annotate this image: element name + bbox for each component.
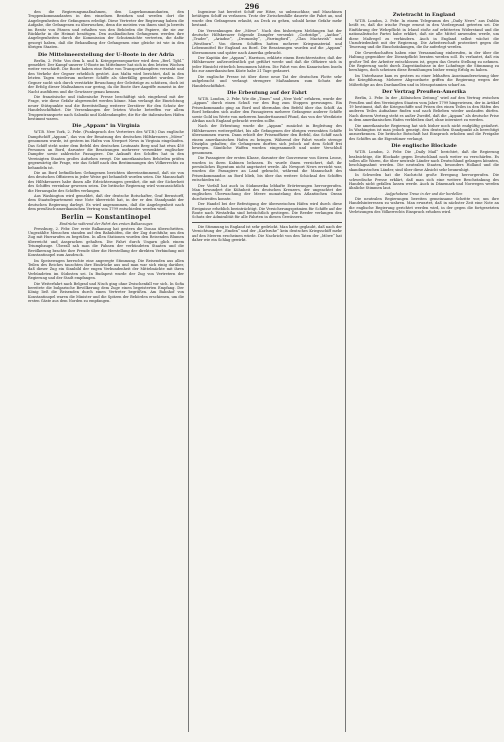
article-headline: Die „Appam“ in Virginia xyxy=(72,123,140,130)
page-number: 296 xyxy=(244,2,260,11)
article-paragraph: W.T.B. London, 2. Febr. Wie die „Times“ und „New York“ erfahren, wurde der „Appam“ durch einen Schuß vor den Bug zum Stoppen gezwungen. Ein Prisenkommando ging an Bord und übernahm den Befehl über das Schiff. An Bord befanden sich außer den Passagieren mehrere Gefangene anderer Schiffe sowie Gold im Werte von mehreren hunderttausend Pfund, das von der Westküste Afrikas nach England gebracht werden sollte. xyxy=(192,96,342,123)
section-divider xyxy=(192,222,342,223)
column-rule xyxy=(188,10,189,732)
article-headline: Die Erbeutung auf der Fahrt xyxy=(227,89,307,96)
article-headline: Zwietracht in England xyxy=(392,12,456,18)
article-paragraph: W.T.B. New York, 2. Febr. (Funkspruch des Vertreters des W.T.B.) Das englische Dampfschiff „Appam“, das von der Besatzung des deutschen Hilfskreuzers „Möwe“ genommen wurde, ist gestern im Hafen von Newport News in Virginia eingelaufen. Das Schiff steht unter dem Befehl des deutschen Leutnants Berg und hat etwa 450 Personen an Bord, darunter die Besatzungen mehrerer versenkter englischer Dampfer sowie zahlreiche Passagiere. Die Ankunft des Schiffes hat in den Vereinigten Staaten großes Aufsehen erregt. Die amerikanischen Behörden prüfen gegenwärtig die Frage, wie das Schiff nach den Bestimmungen des Völkerrechts zu behandeln ist. xyxy=(28,130,184,170)
article-paragraph: Ingenieur hat bereitet Schiff zur Hitze, so unbrauchbar, und Maschinen betätigen Schiff zu verlassen. Trotz der Zwischenfälle dauerte die Fahrt an, und wurde den Gefangenen erlaubt, an Deck zu gehen, sobald keine Gefahr mehr bestand. xyxy=(192,10,342,28)
article-paragraph: Aus Washington wird gemeldet, daß der deutsche Botschafter, Graf Bernstorff, dem Staatsdepartement eine Note überreicht hat, in der er den Standpunkt der deutschen Regierung darlegt. Es wird angenommen, daß die Angelegenheit nach dem preußisch-amerikanischen Vertrag von 1799 entschieden werden wird. xyxy=(28,194,184,212)
column-1 xyxy=(28,10,184,732)
article-paragraph: Die amerikanische Regierung hat sich bisher noch nicht endgültig geäußert. In Washington ist man jedoch geneigt, den deutschen Standpunkt als berechtigt anzuerkennen. Die britische Botschaft hat Einspruch erhoben und die Freigabe des Schiffes an die Eigentümer verlangt. xyxy=(349,123,499,141)
article-paragraph: Nach der Erbeutung wurde die „Appam“ zunächst in Begleitung des Hilfskreuzers weitergeführt, bis alle Gefangenen der übrigen versenkten Schiffe übernommen waren. Dann erhielt der Prisenoffizier den Befehl, das Schiff nach einem amerikanischen Hafen zu bringen. Während der Fahrt wurde strenge Disziplin gehalten; die Gefangenen durften sich jedoch auf dem Schiff frei bewegen. Sämtliche Waffen wurden eingesammelt und unter Verschluß genommen. xyxy=(192,124,342,155)
article-paragraph: Die Weiterfahrt nach Belgrad und Nisch ging ohne Zwischenfall vor sich. In Sofia bereitete die bulgarische Bevölkerung dem Zuge einen begeisterten Empfang. Der König ließ die Reisenden durch einen Vertreter begrüßen. Am Bahnhof von Konstantinopel waren die Minister und die Spitzen der Behörden erschienen, um die ersten Gäste aus dem Norden zu empfangen. xyxy=(28,281,184,304)
article-paragraph: Die Passagiere der ersten Klasse, darunter der Gouverneur von Sierra Leone, wurden in ihren Kabinen belassen. Es wurde ihnen versichert, daß ihr persönliches Eigentum nicht angetastet werde. Als Newport News erreicht war, wurden die Passagiere an Land gebracht, während die Mannschaft des Prisenkommandos an Bord blieb, bis über das weitere Schicksal des Schiffes entschieden ist. xyxy=(192,156,342,183)
article-paragraph: Der Kapitän der „Appam“, Harrison, erklärte einem Berichterstatter, daß der Hilfskreuzer außerordentlich gut geführt werde und daß die Offiziere sich in jeder Hinsicht ritterlich benommen hätten. Die Fahrt von den Kanarischen Inseln bis zur amerikanischen Küste habe 21 Tage gedauert. xyxy=(192,56,342,74)
article-paragraph: Die Gewerkschaften haben eine Versammlung einberufen, in der über die Haltung gegenüber der Dienstpflicht beraten werden soll. Es verlautet, daß ein großer Teil der Arbeiter entschlossen ist, gegen das Gesetz Stellung zu nehmen. Die Regierung sucht durch Zugeständnisse in der Lohnfrage die Stimmung zu beruhigen, doch scheinen diese Bemühungen bisher wenig Erfolg zu haben. xyxy=(349,50,499,73)
article-subheadline: Aufgehobene Treue in der und der bordellen xyxy=(385,191,463,196)
article-paragraph: Die Stimmung in England ist sehr gedrückt. Man hatte geglaubt, daß nach der Vernichtung der „Emden“ und der „Karlsruhe“ kein deutsches Kriegsschiff mehr auf den Meeren erscheinen würde. Die Nachricht von den Taten der „Möwe“ hat daher wie ein Schlag gewirkt. xyxy=(192,224,342,243)
article-paragraph: Berlin, 2. Febr. Von dem k. und k. Kriegspressequartier wird dem „Berl. Tgbl.“ gemeldet: Der Kampf unserer U-Boote im Mittelmeer hat sich in den letzten Wochen weiter verschärft. Die Boote haben eine Reihe von Transportdampfern versenkt und den Verkehr der Gegner erheblich gestört. Aus Malta wird berichtet, daß in den letzten Tagen wiederum mehrere Schiffe als überfällig gemeldet wurden. Der Gegner sucht sich durch verstärkte Bewachung der Geleitzüge zu schützen, doch ist der Erfolg dieser Maßnahmen nur gering, da die Boote ihre Angriffe zumeist in der Nacht ausführen und die Gewässer genau kennen. xyxy=(28,58,184,94)
article-paragraph: Die neutralen Regierungen bereiten gemeinsame Schritte vor, um ihre Handelsinteressen zu wahren. Man erwartet, daß in nächster Zeit eine Note an die englische Regierung gerichtet werden wird, in der gegen die fortgesetzten Verletzungen des Völkerrechts Einspruch erhoben wird. xyxy=(349,196,499,215)
article-headline: Berlin — Konstantinopel xyxy=(61,213,151,221)
article-paragraph: W.T.B. London, 2. Febr. Die „Daily Mail“ berichtet, daß die Regierung beabsichtige, die Blockade gegen Deutschland noch weiter zu verschärfen. Es sollen alle Waren, die über neutrale Länder nach Deutschland gelangen könnten, beschlagnahmt werden. Die neutralen Staaten, besonders Holland und die skandinavischen Länder, sind über diese Absicht sehr beunruhigt. xyxy=(349,150,499,172)
article-paragraph: Pressburg, 2. Febr. Der erste Balkanzug hat gestern die Donau überschritten. Ungezählte Menschen standen auf den Bahnhöfen, die der Zug durchfuhr, um den Zug mit Hurrarufen zu begrüßen. In allen Stationen wurden den Reisenden Blumen überreicht und Ansprachen gehalten. Die Fahrt durch Ungarn glich einem Triumphzuge. Überall sah man die Fahnen der verbündeten Staaten und die Bevölkerung brachte ihre Freude über die Herstellung der direkten Verbindung mit Konstantinopel zum Ausdruck. xyxy=(28,226,184,258)
column-3 xyxy=(349,10,499,732)
article-paragraph: Die englische Presse ist über diese neue Tat der deutschen Flotte sehr aufgebracht und verlangt strengere Maßnahmen zum Schutz der Handelsschiffahrt. xyxy=(192,74,342,88)
article-paragraph: Die französische und italienische Presse beschäftigt sich eingehend mit der Frage, wie diese Gefahr abgewendet werden könne. Man verlangt die Einrichtung neuer Stützpunkte und die Bereitstellung weiterer Zerstörer für den Schutz der Handelsschiffahrt. Die Versenkungen der letzten Woche betreffen vor allem Truppentransporte nach Saloniki und Kohlendampfer, die für die italienischen Häfen bestimmt waren. xyxy=(28,94,184,121)
article-paragraph: Im Speisewagen herrschte eine angeregte Stimmung. Die Reisenden aus allen Teilen des Reiches tauschten ihre Eindrücke aus und man war sich einig darüber, daß dieser Zug ein Sinnbild der engen Verbundenheit der Mittelmächte mit ihren Verbündeten im Südosten sei. In Budapest wurde der Zug von Vertretern der Regierung und der Stadt empfangen. xyxy=(28,258,184,281)
column-2 xyxy=(192,10,342,732)
article-subheadline: Eindrücke während der Fahrt des ersten Balkanzuges xyxy=(59,221,153,226)
article-paragraph: Der Handel bei der Befestigung der überseeischen Häfen wird durch diese Ereignisse erheblich beeinträchtigt. Die Versicherungsprämien für Schiffe auf der Route nach Westafrika sind beträchtlich gestiegen. Die Reeder verlangen den Schutz der Admiralität für alle Fahrten in diesen Gewässern. xyxy=(192,202,342,220)
article-headline: Die englische Blockade xyxy=(391,143,457,150)
column-rule xyxy=(345,10,346,732)
article-paragraph: Die Versenkungen der „Möwe“. Nach den bisherigen Meldungen hat der deutsche Hilfskreuzer folgende Dampfer versenkt: „Corbridge“, „Author“, „Trader“, „Ariadne“, „Dromonby“, „Farringford“, „Clan Mactavish“ und „Westburn“. Von diesen Schiffen hatten mehrere Kriegsmaterial und Lebensmittel für England an Bord. Die Besatzungen wurden auf die „Appam“ übernommen und später nach Amerika gebracht. xyxy=(192,28,342,55)
article-paragraph: den die Regierungsmaßnahmen, den Lagerkommandanten, den Truppenkommandanten in den einzelnen Bezirken und werden dort die Angelegenheiten der Gefangenen erledigt. Diese Vertreter der Regierung haben die Aufgabe, die Gefangenen zu überwachen, denn die meisten von ihnen sind ja bereits im Besitz von Pässen und erhalten von den Behörden die Papiere, die sie zur Rückkehr in die Heimat benötigen. Den ausländischen Gefangenen werden ihre Angelegenheiten durch die Kommission der Schutzmächte vertreten, die dafür gesorgt haben, daß die Behandlung der Gefangenen eine gleiche ist wie in den übrigen Staaten. xyxy=(28,10,184,50)
article-paragraph: In Schweden hat die Nachricht große Erregung hervorgerufen. Die schwedische Presse erklärt, daß man sich eine weitere Beschränkung des Handels nicht gefallen lassen werde. Auch in Dänemark und Norwegen werden ähnliche Stimmen laut. xyxy=(349,173,499,191)
adjacent-page-edge xyxy=(0,10,22,732)
article-paragraph: Die an Bord befindlichen Gefangenen berichten übereinstimmend, daß sie von den deutschen Offizieren in jeder Weise gut behandelt worden seien. Die Mannschaft des Hilfskreuzers habe ihnen alle Erleichterungen gewährt, die mit der Sicherheit des Schiffes vereinbar gewesen seien. Die britische Regierung wird voraussichtlich die Herausgabe des Schiffes verlangen. xyxy=(28,171,184,193)
article-paragraph: W.T.B. London, 2. Febr. In einem Telegramm des „Daily News“ aus Dublin heißt es, daß die irische Frage erneut in den Vordergrund getreten sei. Die Einführung der Wehrpflicht in Irland stoße auf erbitterten Widerstand und die nationalistische Partei habe erklärt, daß sie alle Mittel anwenden werde, um diese Maßregel zu verhindern. Auch in England selbst wächst die Unzufriedenheit mit der Regierung. Die Arbeiterschaft protestiert gegen die Teuerung und die Einschränkungen, die ihr auferlegt werden. xyxy=(349,19,499,50)
article-paragraph: Im Unterhause kam es gestern zu einer lebhaften Auseinandersetzung über die Kriegführung. Mehrere Abgeordnete griffen die Regierung wegen der Mißerfolge an den Dardanellen und in Mesopotamien scharf an. xyxy=(349,73,499,87)
article-headline: Die Mittelmeerstellung der U-Boote in der Adria xyxy=(37,51,175,58)
article-headline: Der Vertrag Preußen-Amerika xyxy=(381,89,467,96)
article-paragraph: Der Vorfall hat auch in Südamerika lebhafte Erörterungen hervorgerufen. Man bewundert die Kühnheit des deutschen Kreuzers, der ungeachtet der englischen Überwachung der Meere monatelang den Atlantischen Ozean durchstreifen konnte. xyxy=(192,183,342,201)
article-paragraph: Berlin, 2. Febr. In der „Kölnischen Zeitung“ wird auf den Vertrag zwischen Preußen und den Vereinigten Staaten vom Jahre 1799 hingewiesen, der in Artikel 19 bestimmt, daß die Kriegsschiffe und Prisen des einen Teiles in den Häfen des anderen Teiles Aufnahme finden und nach Belieben wieder auslaufen dürfen. Nach diesem Vertrag steht es außer Zweifel, daß die „Appam“ als deutsche Prise in dem amerikanischen Hafen verbleiben darf, ohne interniert zu werden. xyxy=(349,96,499,123)
